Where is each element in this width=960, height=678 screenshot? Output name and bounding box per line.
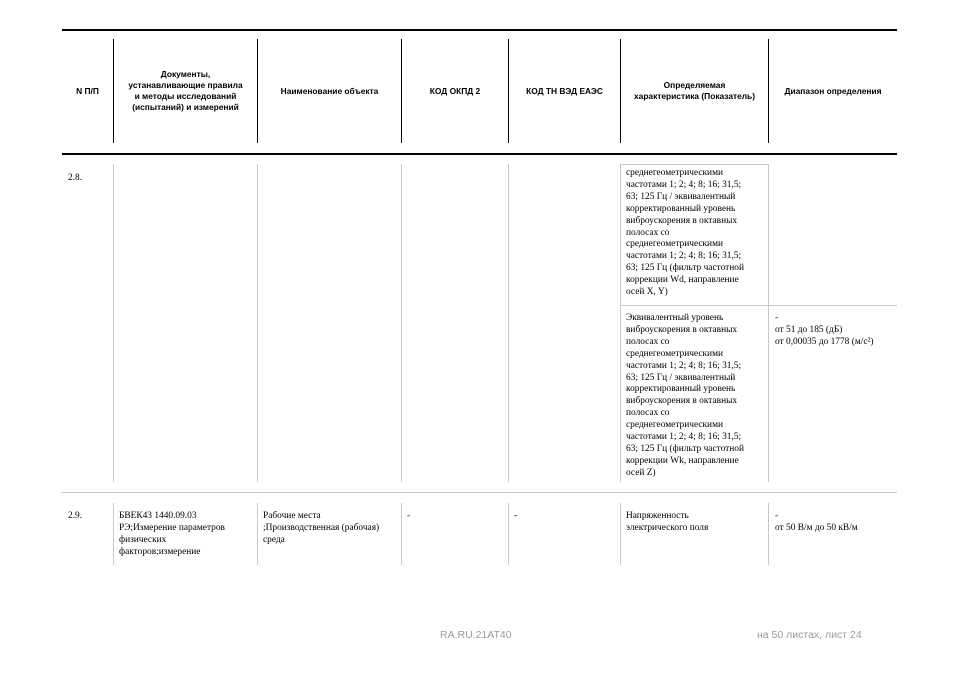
header-tnved-code: КОД ТН ВЭД ЕАЭС xyxy=(526,85,603,96)
table-top-rule xyxy=(62,29,897,31)
header-object-name: Наименование объекта xyxy=(280,85,379,96)
document-text: БВЕК43 1440.09.03 РЭ;Измерение параметров физических факторов;измерение xyxy=(119,511,225,557)
tnved-code: - xyxy=(514,511,518,521)
cell-divider xyxy=(620,164,621,482)
row-separator xyxy=(62,492,897,493)
cell-divider xyxy=(508,164,509,482)
cell-divider xyxy=(768,164,769,482)
header-okpd-code: КОД ОКПД 2 xyxy=(429,85,481,96)
characteristic-text: среднегеометрическими частотами 1; 2; 4; 8; 16; 31,5; 63; 125 Гц / эквивалентный корректированный уровень виброускорения в октавных полосах со среднегеометрическими частотами 1; 2; 4; 8; 16; 31,5; 63; 125 Гц (фильтр частотной коррекции Wd, направление осей X, Y) xyxy=(626,168,744,298)
header-number: N П/П xyxy=(76,85,99,96)
characteristic-text: Напряженность электрического поля xyxy=(626,511,709,533)
footer-page-info: на 50 листах, лист 24 xyxy=(757,629,862,641)
cell-divider xyxy=(257,164,258,482)
object-text: Рабочие места ;Производственная (рабочая) среда xyxy=(263,511,380,545)
cell-divider xyxy=(113,164,114,482)
header-range: Диапазон определения xyxy=(784,85,882,96)
cell-top-border xyxy=(620,164,769,165)
cell-divider xyxy=(257,503,258,565)
cell-divider xyxy=(401,164,402,482)
characteristic-text: Эквивалентный уровень виброускорения в октавных полосах со среднегеометрическими частотами 1; 2; 4; 8; 16; 31,5; 63; 125 Гц / эквивалентный корректированный уровень виброускорения в октавных полосах со среднегеометрическими частотами 1; 2; 4; 8; 16; 31,5; 63; 125 Гц (фильтр частотной коррекции Wk, направление осей Z) xyxy=(626,313,744,478)
footer-doc-id: RA.RU.21АТ40 xyxy=(440,629,512,641)
cell-divider xyxy=(113,503,114,565)
subrow-separator xyxy=(620,305,897,306)
header-bottom-rule xyxy=(62,153,897,155)
header-documents: Документы, устанавливающие правила и методы исследований (испытаний) и измерений xyxy=(128,69,243,112)
row-number: 2.9. xyxy=(68,511,83,521)
header-characteristic: Определяемая характеристика (Показатель) xyxy=(634,80,755,101)
cell-divider xyxy=(620,503,621,565)
okpd-code: - xyxy=(407,511,411,521)
range-text: - от 51 до 185 (дБ) от 0,00035 до 1778 (м/с²) xyxy=(775,313,874,347)
range-text: - от 50 В/м до 50 кВ/м xyxy=(775,511,858,533)
cell-divider xyxy=(401,503,402,565)
cell-divider xyxy=(508,503,509,565)
cell-divider xyxy=(768,503,769,565)
row-number: 2.8. xyxy=(68,173,83,183)
